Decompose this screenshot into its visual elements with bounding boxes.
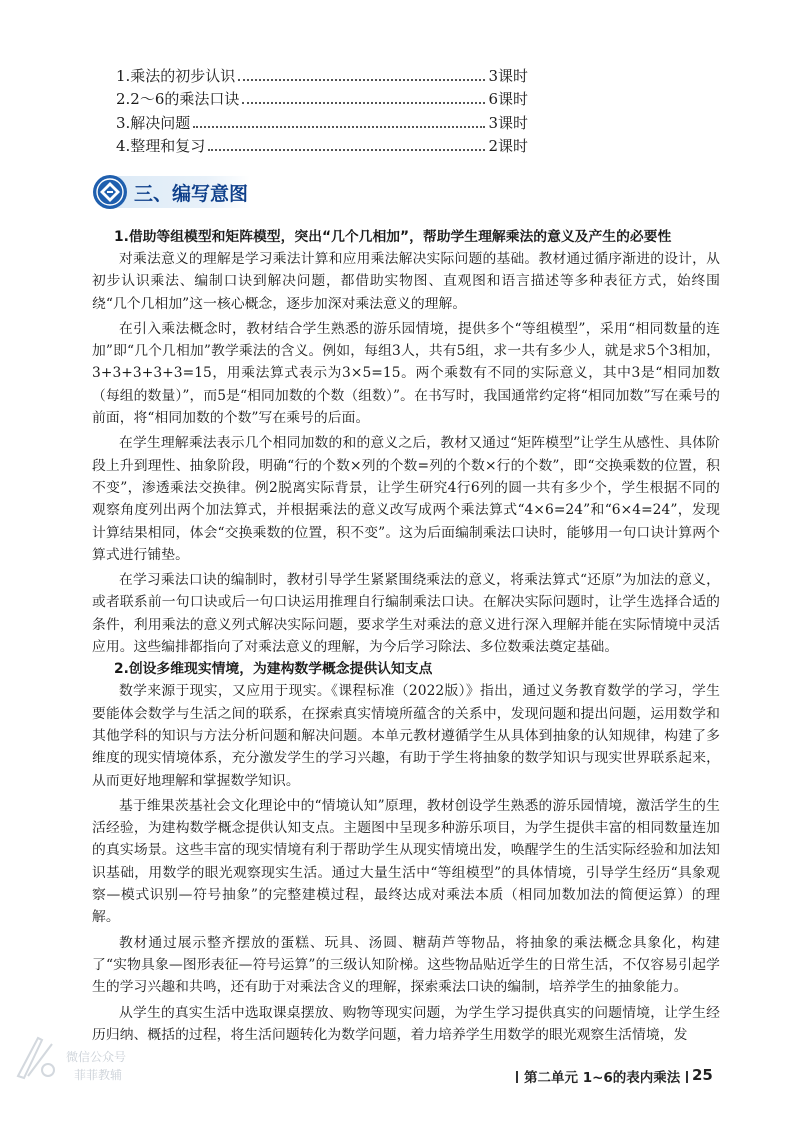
- toc-item-name: 3.解决问题: [116, 113, 191, 132]
- toc-row: [116, 109, 528, 133]
- toc-item-hours: 3课时: [488, 66, 528, 85]
- toc-item-name: 1.乘法的初步认识: [116, 66, 236, 85]
- subheading-2: 2.创设多维现实情境，为建构数学概念提供认知支点: [114, 661, 433, 678]
- page-number: 25: [692, 1066, 713, 1084]
- toc-item-hours: 6课时: [488, 90, 528, 108]
- toc-list: [116, 62, 528, 156]
- toc-row: [116, 62, 528, 86]
- body-text: [92, 226, 720, 1046]
- toc-row: [116, 133, 528, 157]
- toc-item-hours: 3课时: [488, 113, 528, 132]
- toc-item-name: 2.2～6的乘法口诀: [116, 90, 240, 108]
- section-diamond-icon: [92, 174, 128, 210]
- toc-leader-dots: [242, 102, 485, 104]
- footer-unit: 第二单元: [524, 1070, 578, 1086]
- running-footer: [510, 1066, 694, 1086]
- paragraph: 在学习乘法口诀的编制时，教材引导学生紧紧围绕乘法的意义，将乘法算式“还原”为加法的意义，或者联系前一句口诀或后一句口诀运用推理自行编制乘法口诀。在解决实际问题时，让学生选择合适的条件，利用乘法的意义列式解决实际问题，要求学生对乘法的意义进行深入理解并能在实际情境中灵活应用。这些编排都指向了对乘法意义的理解，为今后学习除法、多位数乘法奠定基础。: [92, 572, 720, 656]
- toc-item-hours: 2课时: [488, 137, 528, 155]
- paragraph: 从学生的真实生活中选取课桌摆放、购物等现实问题，为学生学习提供真实的问题情境，让学生经历归纳、概括的过程，将生活问题转化为数学问题，着力培养学生用数学的眼光观察生活情境，发: [92, 1004, 720, 1043]
- footer-chapter: 1~6的表内乘法: [582, 1070, 681, 1086]
- watermark-text: 微信公众号: [66, 1050, 127, 1064]
- toc-leader-dots: [208, 149, 485, 151]
- watermark-text: 菲菲教辅: [74, 1068, 123, 1082]
- section-heading: [92, 172, 250, 212]
- toc-row: [116, 86, 528, 110]
- paragraph: 基于维果茨基社会文化理论中的“情境认知”原理，教材创设学生熟悉的游乐园情境，激活学生的生活经验，为建构数学概念提供认知支点。主题图中呈现多种游乐项目，为学生提供丰富的相同数量连加的真实场景。这些丰富的现实情境有利于帮助学生从现实情境出发，唤醒学生的生活实际经验和加法知识基础，用数学的眼光观察现实生活。通过大量生活中“等组模型”的具体情境，引导学生经历“具象观察—模式识别—符号抽象”的完整建模过程，最终达成对乘法本质（相同加数加法的简便运算）的理解。: [92, 797, 720, 926]
- toc-leader-dots: [238, 79, 485, 81]
- paragraph: 在学生理解乘法表示几个相同加数的和的意义之后，教材又通过“矩阵模型”让学生从感性、具体阶段上升到理性、抽象阶段，明确“行的个数×列的个数=列的个数×行的个数”，即“交换乘数的位置，积不变”，渗透乘法交换律。例2脱离实际背景，让学生研究4行6列的圆一共有多少个，学生根据不同的观察角度列出两个加法算式，并根据乘法的意义改写成两个乘法算式“4×6=24”和“6×4=24”，发现计算结果相同，体会“交换乘数的位置，积不变”。这为后面编制乘法口诀时，能够用一句口诀计算两个算式进行铺垫。: [92, 435, 720, 563]
- paragraph: 在引入乘法概念时，教材结合学生熟悉的游乐园情境，提供多个“等组模型”，采用“相同数量的连加”即“几个几相加”教学乘法的含义。例如，每组3人，共有5组，求一共有多少人，就是求5个3相加，3+3+3+3+3=15，用乘法算式表示为3×5=15。两个乘数有不同的实际意义，其中3是“相同加数（每组的数量）”，而5是“相同加数的个数（组数）”。在书写时，我国通常约定将“相同加数”写在乘号的前面，将“相同加数的个数”写在乘号的后面。: [92, 320, 720, 427]
- toc-item-name: 4.整理和复习: [116, 137, 206, 155]
- paragraph: 对乘法意义的理解是学习乘法计算和应用乘法解决实际问题的基础。教材通过循序渐进的设计，从初步认识乘法、编制口诀到解决问题，都借助实物图、直观图和语言描述等多种表征方式，始终围绕“几个几相加”这一核心概念，逐步加深对乘法意义的理解。: [92, 251, 720, 312]
- paragraph: 教材通过展示整齐摆放的蛋糕、玩具、汤圆、糖葫芦等物品，将抽象的乘法概念具象化，构建了“实物具象—图形表征—符号运算”的三级认知阶梯。这些物品贴近学生的日常生活，不仅容易引起学生的学习兴趣和共鸣，还有助于对乘法含义的理解，探索乘法口诀的编制，培养学生的抽象能力。: [92, 934, 720, 996]
- paragraph: 数学来源于现实，又应用于现实。《课程标准（2022版）》指出，通过义务教育数学的学习，学生要能体会数学与生活之间的联系，在探索真实情境所蕴含的关系中，发现问题和提出问题，运用数学和其他学科的知识与方法分析问题和解决问题。本单元教材遵循学生从具体到抽象的认知规律，构建了多维度的现实情境体系，充分激发学生的学习兴趣，有助于学生将抽象的数学知识与现实世界联系起来，从而更好地理解和掌握数学知识。: [92, 683, 720, 789]
- section-title: 三、编写意图: [134, 183, 249, 205]
- subheading-1: 1.借助等组模型和矩阵模型，突出“几个几相加”，帮助学生理解乘法的意义及产生的必要性: [114, 229, 672, 245]
- toc-leader-dots: [193, 126, 485, 128]
- page-footer: [0, 1058, 800, 1092]
